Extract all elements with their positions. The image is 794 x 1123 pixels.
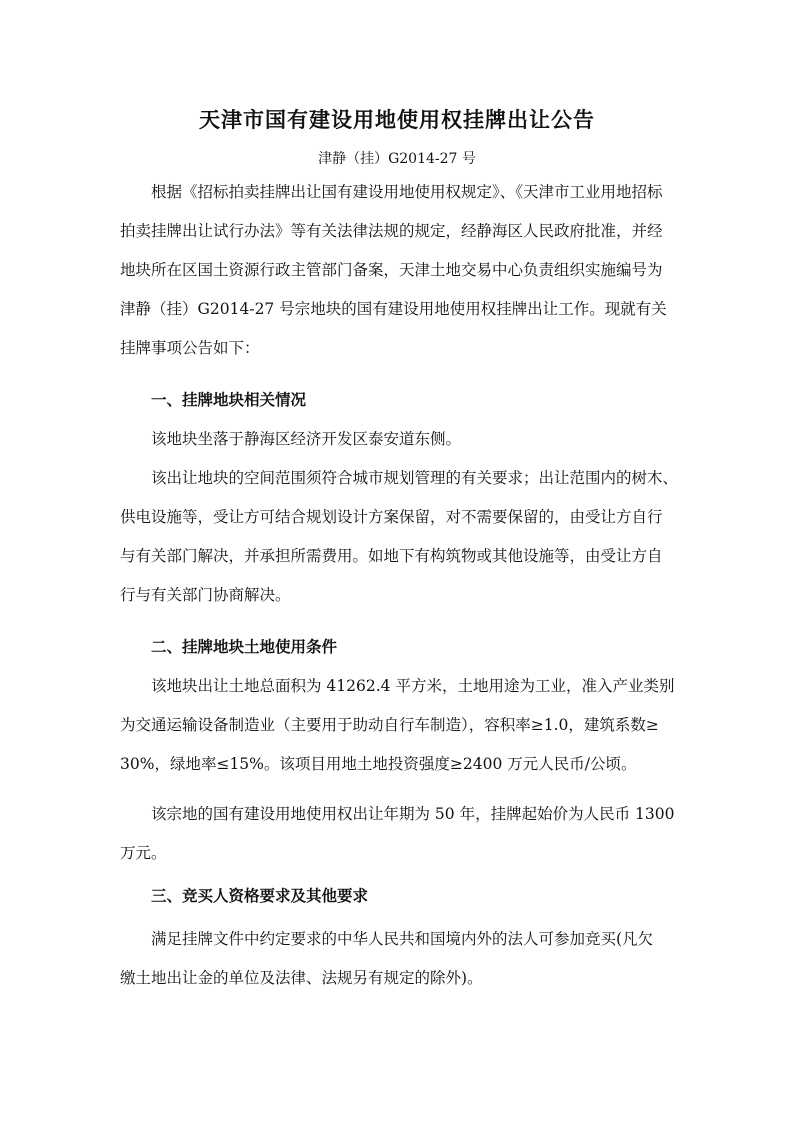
section2-line: 为交通运输设备制造业（主要用于助动自行车制造），容积率≥1.0，建筑系数≥	[120, 716, 659, 734]
section1-line: 与有关部门解决，并承担所需费用。如地下有构筑物或其他设施等，由受让方自	[120, 547, 663, 565]
section1-line: 该地块坐落于静海区经济开发区泰安道东侧。	[151, 430, 462, 448]
section-heading: 三、竞买人资格要求及其他要求	[151, 887, 369, 905]
section1-line: 该出让地块的空间范围须符合城市规划管理的有关要求；出让范围内的树木、	[151, 469, 679, 487]
section1-line: 行与有关部门协商解决。	[120, 586, 291, 604]
document-number: 津静（挂）G2014-27 号	[318, 151, 476, 167]
section-heading: 二、挂牌地块土地使用条件	[151, 638, 338, 656]
section2-line: 万元。	[120, 844, 167, 862]
section1-line: 供电设施等，受让方可结合规划设计方案保留，对不需要保留的，由受让方自行	[120, 508, 663, 526]
intro-line: 根据《招标拍卖挂牌出让国有建设用地使用权规定》、《天津市工业用地招标	[151, 183, 663, 201]
section2-line: 该宗地的国有建设用地使用权出让年期为 50 年，挂牌起始价为人民币 1300	[151, 805, 675, 823]
intro-line: 拍卖挂牌出让试行办法》等有关法律法规的规定，经静海区人民政府批准，并经	[120, 222, 663, 240]
section3-line: 满足挂牌文件中约定要求的中华人民共和国境内外的法人可参加竞买(凡欠	[151, 930, 654, 948]
intro-line: 津静（挂）G2014-27 号宗地块的国有建设用地使用权挂牌出让工作。现就有关	[120, 300, 667, 318]
section2-line: 该地块出让土地总面积为 41262.4 平方米，土地用途为工业，准入产业类别	[151, 677, 675, 695]
intro-line: 地块所在区国土资源行政主管部门备案，天津土地交易中心负责组织实施编号为	[120, 261, 663, 279]
document-title: 天津市国有建设用地使用权挂牌出让公告	[199, 108, 595, 132]
section2-line: 30%，绿地率≤15%。该项目用地土地投资强度≥2400 万元人民币/公顷。	[120, 755, 637, 773]
intro-line: 挂牌事项公告如下：	[120, 339, 260, 357]
section3-line: 缴土地出让金的单位及法律、法规另有规定的除外)。	[120, 969, 483, 987]
section-heading: 一、挂牌地块相关情况	[151, 391, 307, 409]
